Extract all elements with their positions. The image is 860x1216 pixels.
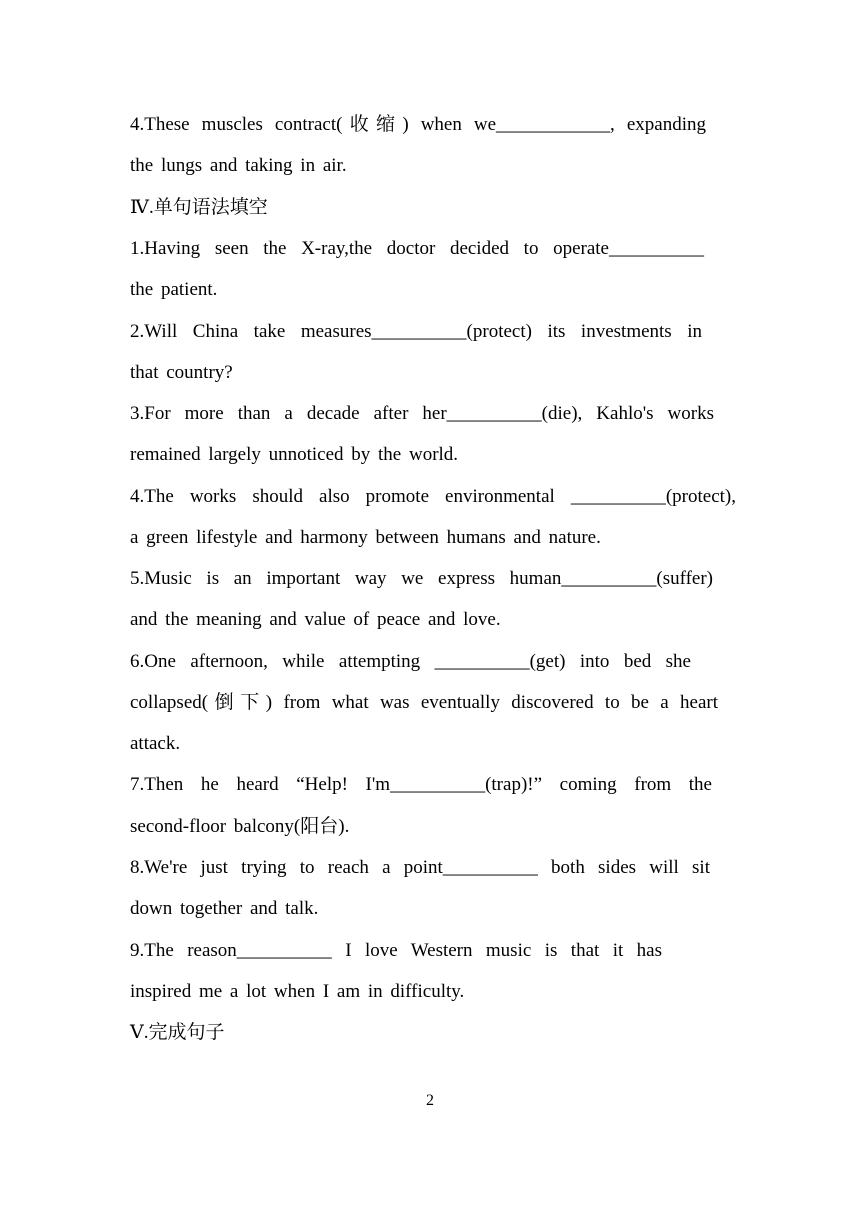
item-6-line-2: collapsed(倒下) from what was eventually discovered to be a heart: [130, 692, 718, 713]
item-3-line-1: 3.For more than a decade after her__________(die), Kahlo's works: [130, 403, 714, 424]
section-heading-v: Ⅴ.完成句子: [130, 1022, 225, 1043]
item-5-line-2: and the meaning and value of peace and love.: [130, 609, 501, 630]
exercise-3-item-4-line-2: the lungs and taking in air.: [130, 155, 347, 176]
item-3-line-2: remained largely unnoticed by the world.: [130, 444, 459, 465]
item-8-line-1: 8.We're just trying to reach a point__________ both sides will sit: [130, 857, 710, 878]
item-5-line-1: 5.Music is an important way we express human__________(suffer): [130, 568, 713, 589]
item-7-line-1: 7.Then he heard “Help! I'm__________(trap)!” coming from the: [130, 774, 712, 795]
item-2-line-2: that country?: [130, 362, 233, 383]
item-9-line-1: 9.The reason__________ I love Western music is that it has: [130, 940, 662, 961]
item-6-line-1: 6.One afternoon, while attempting __________(get) into bed she: [130, 651, 691, 672]
exercise-3-item-4-line-1: 4.These muscles contract(收缩) when we____________, expanding: [130, 114, 706, 135]
item-8-line-2: down together and talk.: [130, 898, 319, 919]
item-2-line-1: 2.Will China take measures__________(protect) its investments in: [130, 321, 702, 342]
page-number: 2: [426, 1092, 434, 1109]
item-4-line-2: a green lifestyle and harmony between humans and nature.: [130, 527, 601, 548]
section-heading-iv: Ⅳ.单句语法填空: [130, 197, 268, 218]
item-1-line-1: 1.Having seen the X-ray,the doctor decided to operate__________: [130, 238, 704, 259]
item-7-line-2: second-floor balcony(阳台).: [130, 816, 350, 837]
item-6-line-3: attack.: [130, 733, 181, 754]
item-9-line-2: inspired me a lot when I am in difficulty.: [130, 981, 465, 1002]
item-4-line-1: 4.The works should also promote environmental __________(protect),: [130, 486, 736, 507]
item-1-line-2: the patient.: [130, 279, 218, 300]
